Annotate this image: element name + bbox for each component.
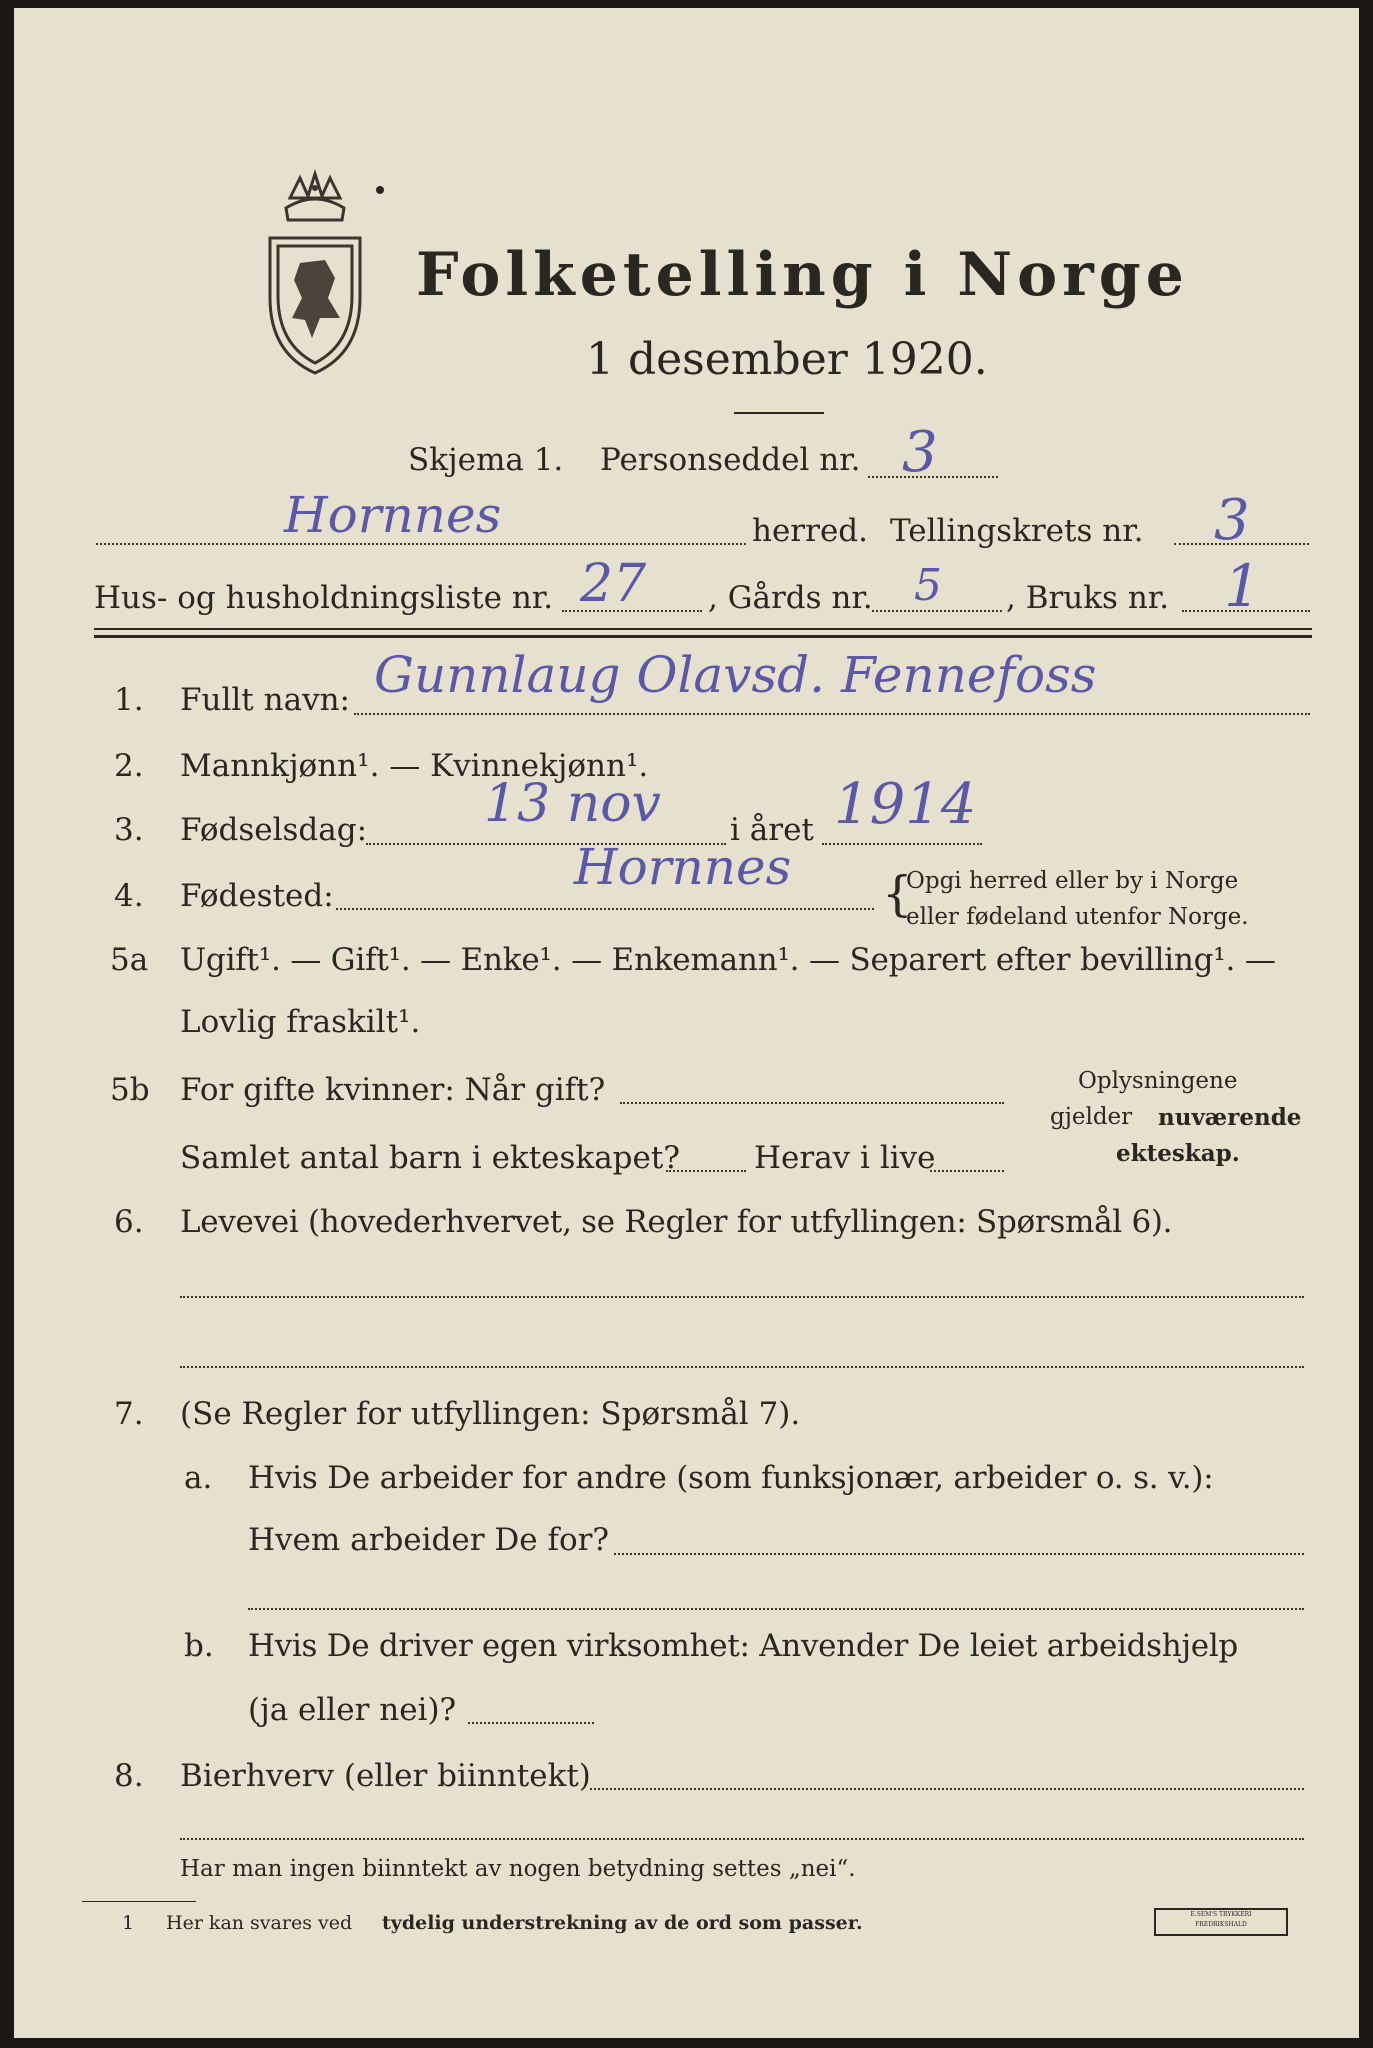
q7a-employer-line-2 <box>248 1608 1304 1610</box>
footnote-text-b: tydelig understrekning av de ord som passer. <box>382 1912 863 1934</box>
q4-note-line1: Opgi herred eller by i Norge <box>906 868 1239 894</box>
form-title: Folketelling i Norge <box>416 240 1189 310</box>
footnote-marker: 1 <box>122 1912 135 1934</box>
personseddel-value[interactable]: 3 <box>902 420 938 485</box>
q5b-number: 5b <box>110 1072 150 1108</box>
q7a-label: Hvis De arbeider for andre (som funksjonær, arbeider o. s. v.): <box>248 1460 1214 1496</box>
printer-stamp <box>1154 1908 1288 1936</box>
q5b-children-line <box>666 1170 746 1172</box>
census-date: 1 desember 1920. <box>586 334 988 385</box>
q7a-letter: a. <box>184 1460 213 1496</box>
q1-label: Fullt navn: <box>180 682 350 718</box>
q6-line-1 <box>180 1296 1304 1298</box>
q8-line-2 <box>180 1838 1304 1840</box>
herred-value[interactable]: Hornnes <box>284 486 502 544</box>
header-divider-top <box>94 628 1312 630</box>
bruks-label: , Bruks nr. <box>1006 580 1170 616</box>
q4-birthplace-value[interactable]: Hornnes <box>574 838 792 896</box>
bruks-value[interactable]: 1 <box>1224 552 1261 620</box>
q4-label: Fødested: <box>180 878 334 914</box>
q5b-when-married-line <box>620 1102 1004 1104</box>
q5b-note-line2b: nuværende <box>1158 1104 1302 1131</box>
q5b-note-line2a: gjelder <box>1050 1104 1133 1130</box>
q5b-alive-label: Herav i live <box>754 1140 936 1176</box>
q3-birthday-value[interactable]: 13 nov <box>484 774 661 834</box>
footnote-divider <box>82 1901 196 1902</box>
q4-line <box>336 908 874 910</box>
q3-year-label: i året <box>730 812 814 848</box>
q5b-note-line1: Oplysningene <box>1078 1068 1238 1094</box>
header-divider-bottom <box>94 635 1312 638</box>
q7-number: 7. <box>114 1396 144 1432</box>
tellingskrets-value[interactable]: 3 <box>1214 488 1250 553</box>
q4-note-line2: eller fødeland utenfor Norge. <box>906 904 1249 930</box>
q1-line <box>354 713 1310 715</box>
q5a-marital-options[interactable]: Ugift¹. — Gift¹. — Enke¹. — Enkemann¹. — Separert efter bevilling¹. — <box>180 942 1276 978</box>
q5a-number: 5a <box>110 942 149 978</box>
footnote-text-a: Her kan svares ved <box>166 1912 353 1934</box>
q2-number: 2. <box>114 748 144 784</box>
q3-year-value[interactable]: 1914 <box>834 772 977 837</box>
q7a-employer-label: Hvem arbeider De for? <box>248 1522 610 1558</box>
q7-label: (Se Regler for utfyllingen: Spørsmål 7). <box>180 1396 801 1432</box>
q5b-children-label: Samlet antal barn i ekteskapet? <box>180 1140 680 1176</box>
q3-year-line <box>822 843 982 845</box>
q5a-marital-options-cont[interactable]: Lovlig fraskilt¹. <box>180 1004 421 1040</box>
household-list-label: Hus- og husholdningsliste nr. <box>94 580 554 616</box>
q4-brace: { <box>882 866 913 922</box>
q1-number: 1. <box>114 682 144 718</box>
printer-stamp-line1: E.SEM'S TRYKKERI <box>1190 1911 1252 1918</box>
q7b-letter: b. <box>184 1628 214 1664</box>
census-form-page <box>14 8 1359 2038</box>
personseddel-label: Personseddel nr. <box>600 442 861 478</box>
ink-dot <box>376 186 384 194</box>
q8-line <box>590 1788 1304 1790</box>
q6-label: Levevei (hovederhvervet, se Regler for utfyllingen: Spørsmål 6). <box>180 1204 1173 1240</box>
q4-number: 4. <box>114 878 144 914</box>
q3-number: 3. <box>114 812 144 848</box>
q6-number: 6. <box>114 1204 144 1240</box>
q7b-help-line <box>468 1722 594 1724</box>
gards-label-text: , Gårds nr. <box>708 580 873 616</box>
q1-full-name-value[interactable]: Gunnlaug Olavsd. Fennefoss <box>374 646 1097 704</box>
herred-label: herred. <box>752 513 868 549</box>
norway-coat-of-arms-icon <box>250 168 380 378</box>
q3-label: Fødselsdag: <box>180 812 368 848</box>
q8-number: 8. <box>114 1758 144 1794</box>
q7b-help-label: (ja eller nei)? <box>248 1692 457 1728</box>
q6-line-2 <box>180 1366 1304 1368</box>
q5b-when-married-label: For gifte kvinner: Når gift? <box>180 1072 606 1108</box>
q8-note: Har man ingen biinntekt av nogen betydning settes „nei“. <box>180 1856 856 1882</box>
q2-sex-options[interactable]: Mannkjønn¹. — Kvinnekjønn¹. <box>180 748 649 784</box>
q8-label: Bierhverv (eller biinntekt) <box>180 1758 591 1794</box>
q5b-note-line3: ekteskap. <box>1116 1140 1240 1167</box>
q7a-employer-line <box>614 1553 1304 1555</box>
q5b-alive-line <box>930 1170 1004 1172</box>
gards-value[interactable]: 5 <box>914 560 942 611</box>
household-list-value[interactable]: 27 <box>580 554 647 614</box>
tellingskrets-label: Tellingskrets nr. <box>890 513 1144 549</box>
printer-stamp-line2: FREDRIKSHALD <box>1195 1921 1247 1928</box>
schema-label: Skjema 1. <box>408 442 564 478</box>
q7b-label: Hvis De driver egen virksomhet: Anvender De leiet arbeidshjelp <box>248 1628 1238 1664</box>
title-divider <box>734 412 824 414</box>
